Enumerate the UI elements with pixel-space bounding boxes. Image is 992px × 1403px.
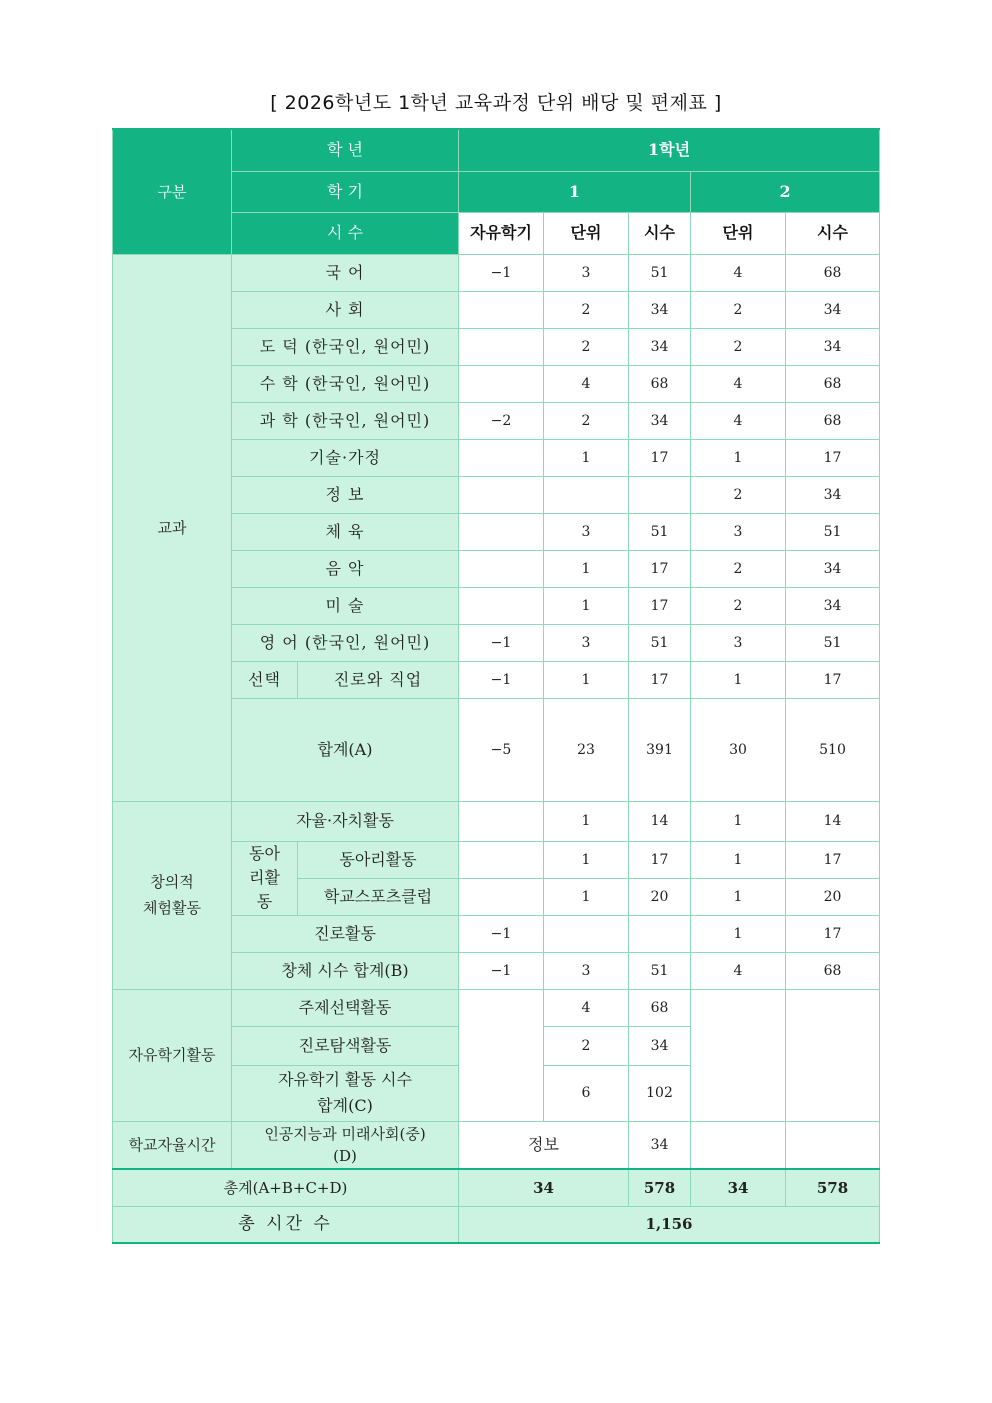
header-grade-value: 1학년	[459, 129, 880, 171]
table-row	[113, 801, 880, 841]
activity-name: 자율·자치활동	[232, 801, 459, 841]
cell-hours: 17	[629, 841, 691, 878]
cell-unit: 1	[544, 439, 629, 476]
cell-unit: 3	[691, 624, 786, 661]
cell-free	[459, 365, 544, 402]
cell-unit: 4	[691, 254, 786, 291]
cell-unit: 4	[691, 402, 786, 439]
header-gubun: 구분	[113, 129, 232, 254]
elective-label: 선택	[232, 661, 298, 698]
category-school: 학교자율시간	[113, 1121, 232, 1169]
cell-hours: 34	[786, 587, 880, 624]
cell-unit: 3	[544, 254, 629, 291]
creative-total-label: 창체 시수 합계(B)	[232, 952, 459, 989]
free-total-label: 자유학기 활동 시수 합계(C)	[232, 1065, 459, 1121]
cell-unit: 1	[544, 801, 629, 841]
cell-free: −1	[459, 915, 544, 952]
subject-name: 국 어	[232, 254, 459, 291]
cell-free	[459, 328, 544, 365]
cell-empty	[786, 1121, 880, 1169]
table-row	[113, 1169, 880, 1206]
school-subject: 정보	[459, 1121, 629, 1169]
cell-hours: 17	[629, 439, 691, 476]
cell-hours: 51	[786, 513, 880, 550]
cell-hours: 578	[629, 1169, 691, 1206]
cell-unit: 6	[544, 1065, 629, 1121]
total-hours-label: 총 시간 수	[113, 1206, 459, 1243]
cell-hours: 17	[629, 661, 691, 698]
cell-unit: 34	[691, 1169, 786, 1206]
activity-name: 동아리활동	[298, 841, 459, 878]
header-grade-label: 학 년	[232, 129, 459, 171]
cell-unit	[544, 476, 629, 513]
cell-unit: 1	[691, 439, 786, 476]
cell-hours: 17	[629, 550, 691, 587]
cell-hours: 68	[629, 365, 691, 402]
cell-hours: 68	[786, 365, 880, 402]
header-sem2: 2	[691, 171, 880, 212]
cell-unit: 1	[544, 661, 629, 698]
subject-name: 도 덕 (한국인, 원어민)	[232, 328, 459, 365]
cell-hours: 51	[629, 624, 691, 661]
cell-free: −5	[459, 698, 544, 801]
cell-free	[459, 513, 544, 550]
cell-unit: 2	[544, 328, 629, 365]
table-row	[113, 1121, 880, 1169]
cell-free: −2	[459, 402, 544, 439]
cell-hours: 14	[786, 801, 880, 841]
activity-name: 진로탐색활동	[232, 1026, 459, 1065]
cell-unit: 4	[691, 952, 786, 989]
header-semester-label: 학 기	[232, 171, 459, 212]
cell-unit: 4	[691, 365, 786, 402]
subject-name: 음 악	[232, 550, 459, 587]
cell-unit: 4	[544, 989, 629, 1026]
category-subject: 교과	[113, 254, 232, 801]
cell-hours: 34	[786, 550, 880, 587]
category-free: 자유학기활동	[113, 989, 232, 1121]
cell-hours: 14	[629, 801, 691, 841]
cell-unit: 2	[544, 291, 629, 328]
cell-free: −1	[459, 624, 544, 661]
cell-hours: 391	[629, 698, 691, 801]
cell-hours: 17	[786, 841, 880, 878]
subject-name: 수 학 (한국인, 원어민)	[232, 365, 459, 402]
subject-name: 과 학 (한국인, 원어민)	[232, 402, 459, 439]
cell-hours	[629, 476, 691, 513]
activity-name: 주제선택활동	[232, 989, 459, 1026]
cell-hours: 20	[629, 878, 691, 915]
cell-unit: 1	[544, 550, 629, 587]
cell-hours: 68	[786, 402, 880, 439]
cell-hours: 34	[786, 291, 880, 328]
category-creative: 창의적 체험활동	[113, 801, 232, 989]
cell-free	[459, 878, 544, 915]
col-hours-2: 시수	[786, 212, 880, 254]
cell-hours: 17	[786, 915, 880, 952]
cell-unit: 2	[691, 328, 786, 365]
cell-free	[459, 439, 544, 476]
cell-hours: 17	[786, 439, 880, 476]
cell-unit: 1	[691, 841, 786, 878]
header-sem1: 1	[459, 171, 691, 212]
cell-hours	[629, 915, 691, 952]
cell-free: −1	[459, 952, 544, 989]
cell-hours: 578	[786, 1169, 880, 1206]
cell-empty	[786, 989, 880, 1121]
cell-unit: 1	[544, 878, 629, 915]
cell-hours: 34	[629, 291, 691, 328]
subject-name: 미 술	[232, 587, 459, 624]
cell-unit: 2	[691, 291, 786, 328]
activity-name: 진로활동	[232, 915, 459, 952]
cell-unit: 34	[459, 1169, 629, 1206]
cell-unit: 1	[691, 915, 786, 952]
cell-unit: 1	[544, 587, 629, 624]
cell-hours: 34	[629, 328, 691, 365]
cell-hours: 17	[629, 587, 691, 624]
cell-unit: 30	[691, 698, 786, 801]
cell-hours: 34	[629, 1121, 691, 1169]
col-unit-2: 단위	[691, 212, 786, 254]
total-hours-value: 1,156	[459, 1206, 880, 1243]
cell-free	[459, 476, 544, 513]
cell-hours: 510	[786, 698, 880, 801]
cell-unit: 1	[691, 878, 786, 915]
table-row	[113, 989, 880, 1026]
col-unit-1: 단위	[544, 212, 629, 254]
cell-hours: 20	[786, 878, 880, 915]
col-hours-1: 시수	[629, 212, 691, 254]
header-hours-label: 시 수	[232, 212, 459, 254]
cell-free	[459, 550, 544, 587]
cell-unit: 2	[691, 476, 786, 513]
cell-hours: 17	[786, 661, 880, 698]
cell-unit: 2	[691, 550, 786, 587]
cell-unit: 1	[544, 841, 629, 878]
activity-name: 인공지능과 미래사회(중) (D)	[232, 1121, 459, 1169]
cell-unit: 23	[544, 698, 629, 801]
cell-hours: 34	[629, 1026, 691, 1065]
col-free-semester: 자유학기	[459, 212, 544, 254]
cell-unit: 4	[544, 365, 629, 402]
table-row	[113, 1206, 880, 1243]
cell-unit: 3	[691, 513, 786, 550]
cell-free	[459, 291, 544, 328]
cell-unit: 3	[544, 513, 629, 550]
cell-free	[459, 587, 544, 624]
subject-name: 진로와 직업	[298, 661, 459, 698]
grand-total-label: 총계(A+B+C+D)	[113, 1169, 459, 1206]
cell-empty	[691, 989, 786, 1121]
page-title: [ 2026학년도 1학년 교육과정 단위 배당 및 편제표 ]	[270, 92, 722, 114]
subject-name: 기술·가정	[232, 439, 459, 476]
cell-hours: 51	[629, 254, 691, 291]
subject-name: 정 보	[232, 476, 459, 513]
cell-hours: 34	[786, 476, 880, 513]
cell-unit	[544, 915, 629, 952]
cell-free-empty	[459, 989, 544, 1121]
subject-name: 사 회	[232, 291, 459, 328]
cell-free	[459, 801, 544, 841]
cell-unit: 2	[544, 1026, 629, 1065]
subject-name: 영 어 (한국인, 원어민)	[232, 624, 459, 661]
activity-name: 학교스포츠클럽	[298, 878, 459, 915]
cell-hours: 68	[786, 952, 880, 989]
cell-free: −1	[459, 254, 544, 291]
cell-unit: 3	[544, 952, 629, 989]
cell-hours: 51	[629, 513, 691, 550]
table-row	[113, 254, 880, 291]
cell-unit: 3	[544, 624, 629, 661]
cell-hours: 51	[629, 952, 691, 989]
cell-unit: 2	[544, 402, 629, 439]
cell-unit: 1	[691, 801, 786, 841]
club-group-label: 동아 리활 동	[232, 841, 298, 915]
subtotal-a-label: 합계(A)	[232, 698, 459, 801]
cell-unit: 2	[691, 587, 786, 624]
cell-free: −1	[459, 661, 544, 698]
cell-empty	[691, 1121, 786, 1169]
curriculum-table	[112, 128, 880, 1244]
cell-free	[459, 841, 544, 878]
cell-hours: 68	[786, 254, 880, 291]
cell-hours: 102	[629, 1065, 691, 1121]
cell-hours: 34	[629, 402, 691, 439]
subject-name: 체 육	[232, 513, 459, 550]
cell-hours: 51	[786, 624, 880, 661]
cell-hours: 68	[629, 989, 691, 1026]
cell-unit: 1	[691, 661, 786, 698]
cell-hours: 34	[786, 328, 880, 365]
